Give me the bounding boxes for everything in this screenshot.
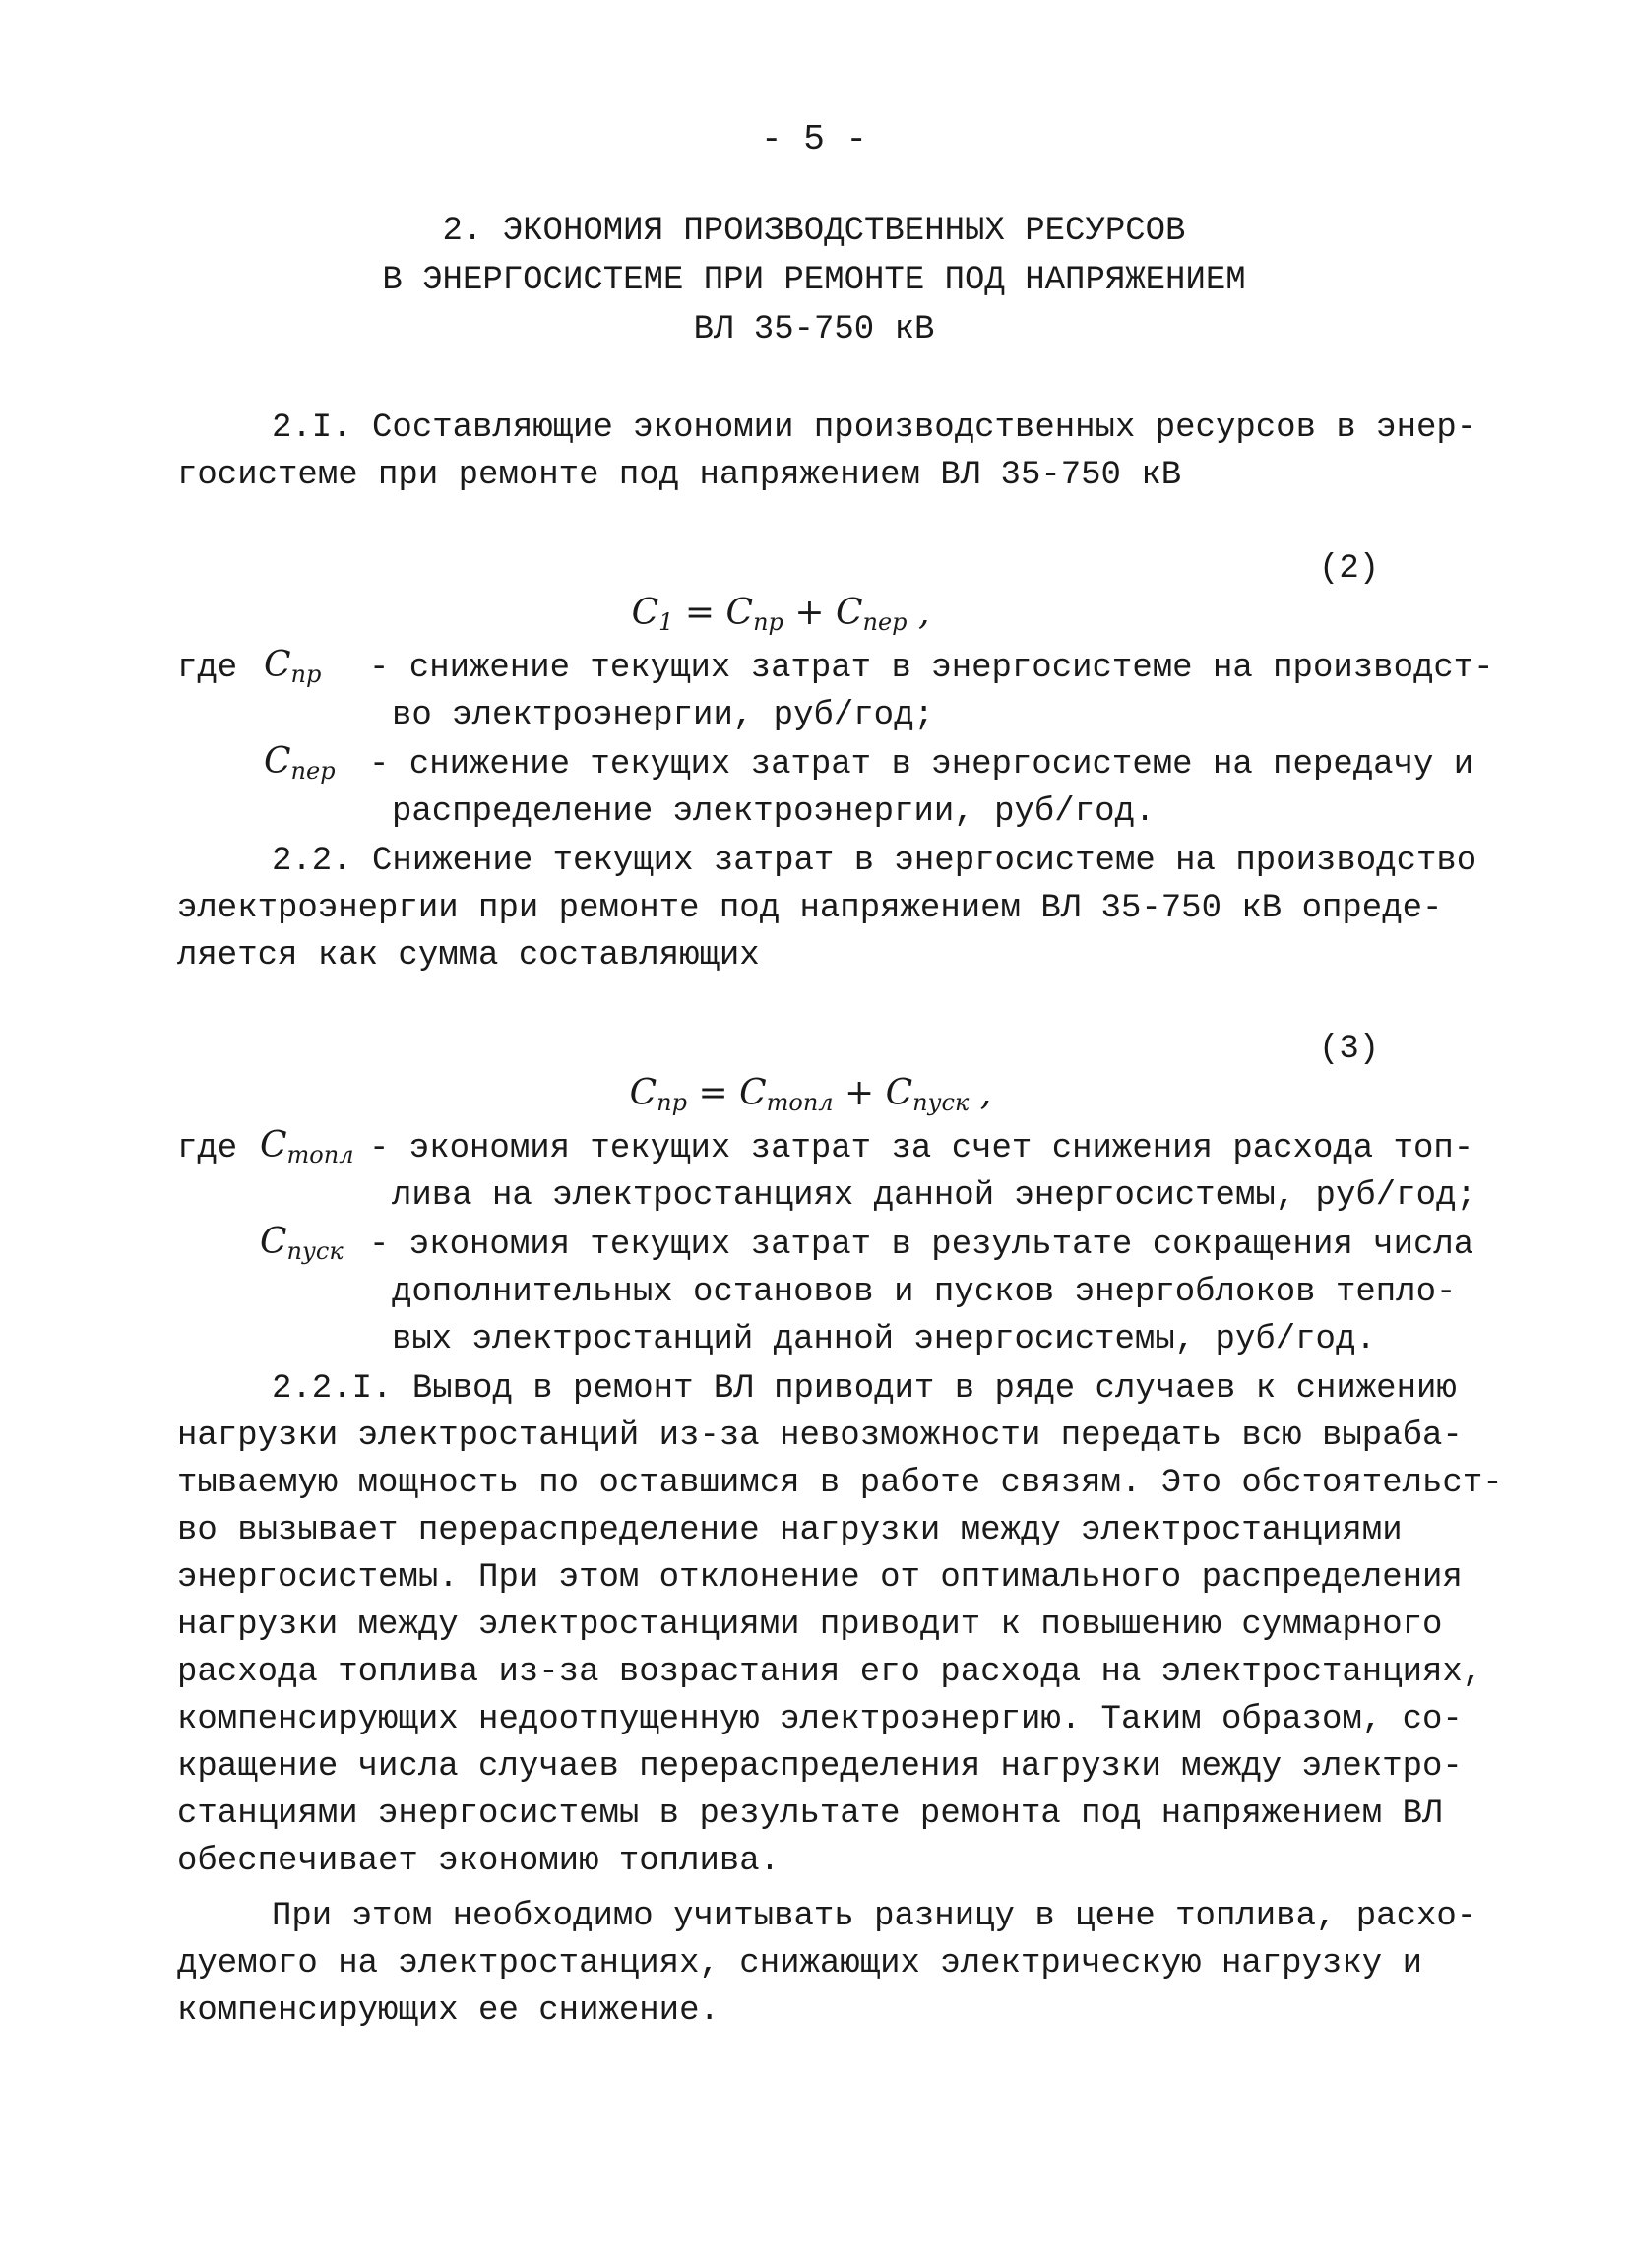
- para-2-2-1-line-1: 2.2.I. Вывод в ремонт ВЛ приводит в ряде случаев к снижению: [272, 1370, 1457, 1408]
- equation-2-number: (2): [1319, 550, 1380, 588]
- para-2-2-1-line-2: нагрузки электростанций из-за невозможности передать всю выраба-: [177, 1418, 1463, 1455]
- def-c-pusk-line-2: дополнительных остановов и пусков энергоблоков тепло-: [392, 1274, 1457, 1311]
- section-title-line-2: В ЭНЕРГОСИСТЕМЕ ПРИ РЕМОНТЕ ПОД НАПРЯЖЕНИЕМ: [382, 262, 1246, 299]
- equation-3: Cпр = Cтопл + Cпуск ,: [629, 1073, 992, 1116]
- where-label-1: где: [177, 650, 238, 687]
- para-2-2-line-1: 2.2. Снижение текущих затрат в энергосистеме на производство: [272, 843, 1477, 880]
- def-c-per-line-2: распределение электроэнергии, руб/год.: [392, 793, 1156, 831]
- symbol-c-pr: Cпр: [264, 645, 322, 688]
- symbol-c-per: Cпер: [264, 741, 336, 785]
- para-2-2-1-line-4: во вызывает перераспределение нагрузки между электростанциями: [177, 1512, 1403, 1549]
- para-2-2-line-2: электроэнергии при ремонте под напряжением ВЛ 35-750 кВ опреде-: [177, 890, 1443, 927]
- para-2-2-1-line-6: нагрузки между электростанциями приводит к повышению суммарного: [177, 1606, 1443, 1644]
- def-c-pusk-line-3: вых электростанций данной энергосистемы, руб/год.: [392, 1321, 1376, 1358]
- para-2-2-1-line-8: компенсирующих недоотпущенную электроэнергию. Таким образом, со-: [177, 1701, 1463, 1738]
- equation-2: C1 = Cпр + Cпер ,: [631, 593, 930, 636]
- para-last-line-1: При этом необходимо учитывать разницу в цене топлива, расхо-: [272, 1898, 1477, 1935]
- section-title-line-1: 2. ЭКОНОМИЯ ПРОИЗВОДСТВЕННЫХ РЕСУРСОВ: [442, 213, 1186, 250]
- def-c-pr-line-2: во электроэнергии, руб/год;: [392, 697, 934, 734]
- section-title-line-3: ВЛ 35-750 кВ: [693, 311, 935, 348]
- symbol-c-pusk: Cпуск: [260, 1222, 344, 1265]
- def-c-topl-line-2: лива на электростанциях данной энергосистемы, руб/год;: [392, 1177, 1476, 1215]
- equation-3-number: (3): [1319, 1031, 1380, 1068]
- para-2-2-1-line-5: энергосистемы. При этом отклонение от оптимального распределения: [177, 1559, 1463, 1597]
- where-label-2: где: [177, 1130, 238, 1167]
- page-number: - 5 -: [760, 119, 868, 159]
- def-c-pusk-line-1: - экономия текущих затрат в результате сокращения числа: [369, 1227, 1474, 1264]
- para-2-1-line-1: 2.I. Составляющие экономии производственных ресурсов в энер-: [272, 410, 1477, 447]
- para-2-2-1-line-3: тываемую мощность по оставшимся в работе связям. Это обстоятельст-: [177, 1465, 1503, 1502]
- para-2-2-1-line-10: станциями энергосистемы в результате ремонта под напряжением ВЛ: [177, 1796, 1443, 1833]
- para-2-1-line-2: госистеме при ремонте под напряжением ВЛ 35-750 кВ: [177, 457, 1182, 494]
- para-2-2-1-line-11: обеспечивает экономию топлива.: [177, 1843, 781, 1880]
- def-c-topl-line-1: - экономия текущих затрат за счет снижения расхода топ-: [369, 1130, 1474, 1167]
- para-2-2-1-line-7: расхода топлива из-за возрастания его расхода на электростанциях,: [177, 1654, 1483, 1691]
- symbol-c-topl: Cтопл: [260, 1125, 354, 1168]
- para-2-2-line-3: ляется как сумма составляющих: [177, 937, 760, 975]
- para-last-line-3: компенсирующих ее снижение.: [177, 1992, 720, 2030]
- def-c-pr-line-1: - снижение текущих затрат в энергосистеме на производст-: [369, 650, 1494, 687]
- para-2-2-1-line-9: кращение числа случаев перераспределения нагрузки между электро-: [177, 1748, 1463, 1786]
- def-c-per-line-1: - снижение текущих затрат в энергосистеме на передачу и: [369, 746, 1474, 784]
- para-last-line-2: дуемого на электростанциях, снижающих электрическую нагрузку и: [177, 1945, 1423, 1983]
